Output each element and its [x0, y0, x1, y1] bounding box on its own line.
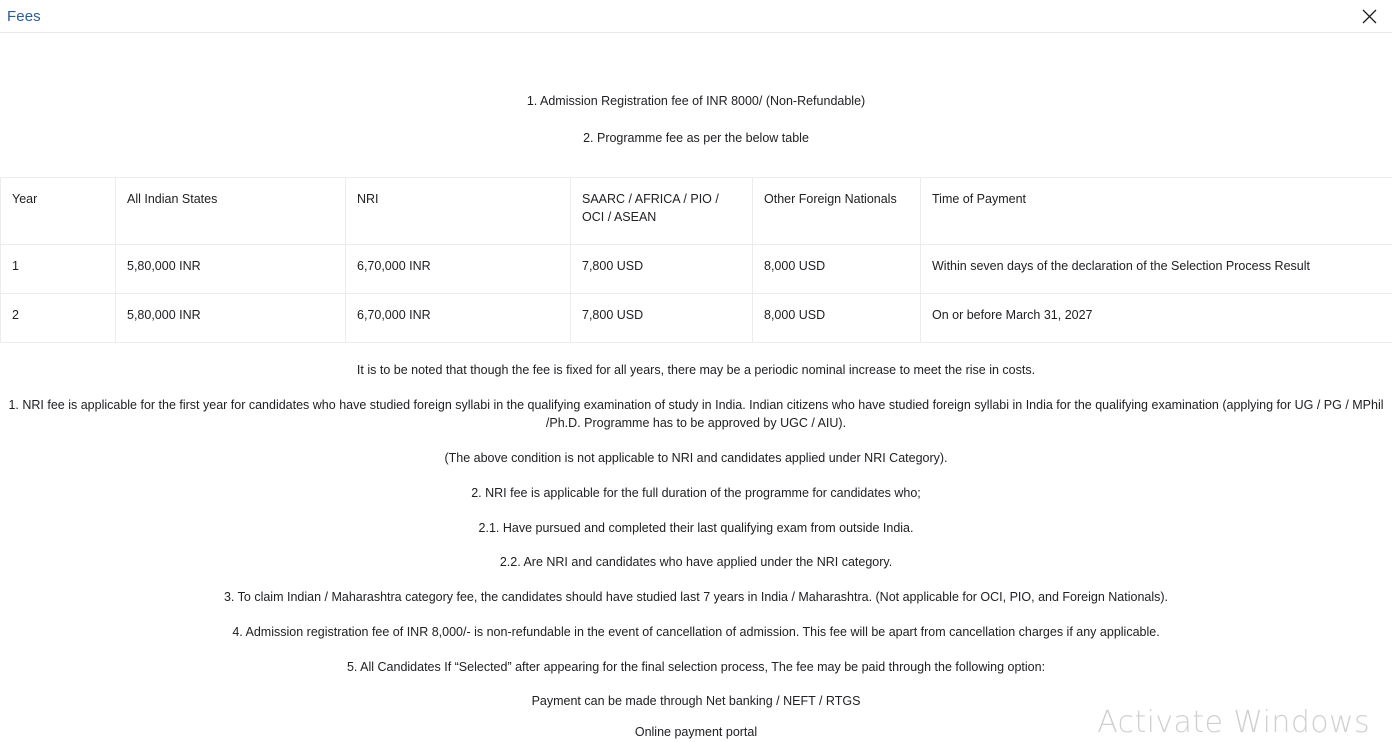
table-row [1, 293, 1392, 342]
cell-other-foreign-nationals: 8,000 USD [753, 293, 921, 342]
cell-saarc: 7,800 USD [571, 244, 753, 293]
fee-table-wrapper [0, 177, 1392, 343]
cell-nri: 6,70,000 INR [346, 244, 571, 293]
column-header-all-indian-states: All Indian States [116, 177, 346, 244]
fees-content [0, 93, 1392, 742]
cell-time-of-payment: Within seven days of the declaration of the Selection Process Result [921, 244, 1392, 293]
fee-table [0, 177, 1392, 343]
fee-table-head [1, 177, 1392, 244]
column-header-time-of-payment: Time of Payment [921, 177, 1392, 244]
note-payment-portal: Online payment portal [634, 725, 758, 739]
cell-saarc: 7,800 USD [571, 293, 753, 342]
cell-year: 2 [1, 293, 116, 342]
note-nri-2-1: 2.1. Have pursued and completed their last qualifying exam from outside India. [478, 520, 914, 535]
note-nri-full-duration: 2. NRI fee is applicable for the full duration of the programme for candidates who; [471, 485, 921, 500]
fee-table-body [1, 244, 1392, 342]
table-header-row [1, 177, 1392, 244]
column-header-year: Year [1, 177, 116, 244]
cell-all-indian-states: 5,80,000 INR [116, 293, 346, 342]
fee-notes [0, 361, 1392, 742]
cell-other-foreign-nationals: 8,000 USD [753, 244, 921, 293]
intro-line-programme-fee: 2. Programme fee as per the below table [583, 130, 809, 145]
activate-windows-watermark: Activate Windows [1097, 705, 1370, 740]
note-nri-first-year: 1. NRI fee is applicable for the first year for candidates who have studied foreign syllabi in the qualifying examination of study in India. Indian citizens who have studied foreign syllabi in India for the qualifying examination (applying for UG / PG / MPhil /Ph.D. Programme has to be approved by UGC / AIU). [8, 397, 1384, 431]
table-row [1, 244, 1392, 293]
cell-time-of-payment: On or before March 31, 2027 [921, 293, 1392, 342]
cell-all-indian-states: 5,80,000 INR [116, 244, 346, 293]
note-payment-method: Payment can be made through Net banking / NEFT / RTGS [531, 694, 861, 709]
close-button[interactable] [1358, 5, 1380, 27]
note-fixed-fee: It is to be noted that though the fee is fixed for all years, there may be a periodic nominal increase to meet the rise in costs. [356, 362, 1036, 377]
intro-line-registration-fee: 1. Admission Registration fee of INR 8000/ (Non-Refundable) [526, 94, 866, 108]
note-nri-2-2: 2.2. Are NRI and candidates who have applied under the NRI category. [499, 555, 893, 570]
column-header-nri: NRI [346, 177, 571, 244]
cell-nri: 6,70,000 INR [346, 293, 571, 342]
cell-year: 1 [1, 244, 116, 293]
column-header-other-foreign-nationals: Other Foreign Nationals [753, 177, 921, 244]
note-nri-exception: (The above condition is not applicable to NRI and candidates applied under NRI Category). [444, 451, 948, 465]
note-payment-option: 5. All Candidates If “Selected” after appearing for the final selection process, The fee may be paid through the following option: [346, 659, 1046, 674]
page-title: Fees [7, 7, 41, 25]
column-header-saarc-africa-pio-oci-asean: SAARC / AFRICA / PIO / OCI / ASEAN [571, 177, 753, 244]
close-icon [1362, 9, 1377, 24]
note-maharashtra-category: 3. To claim Indian / Maharashtra category fee, the candidates should have studied last 7 years in India / Maharashtra. (Not applicable for OCI, PIO, and Foreign Nationals). [223, 590, 1169, 604]
note-non-refundable: 4. Admission registration fee of INR 8,000/- is non-refundable in the event of cancellation of admission. This fee will be apart from cancellation charges if any applicable. [232, 624, 1160, 639]
modal-header [0, 0, 1392, 33]
